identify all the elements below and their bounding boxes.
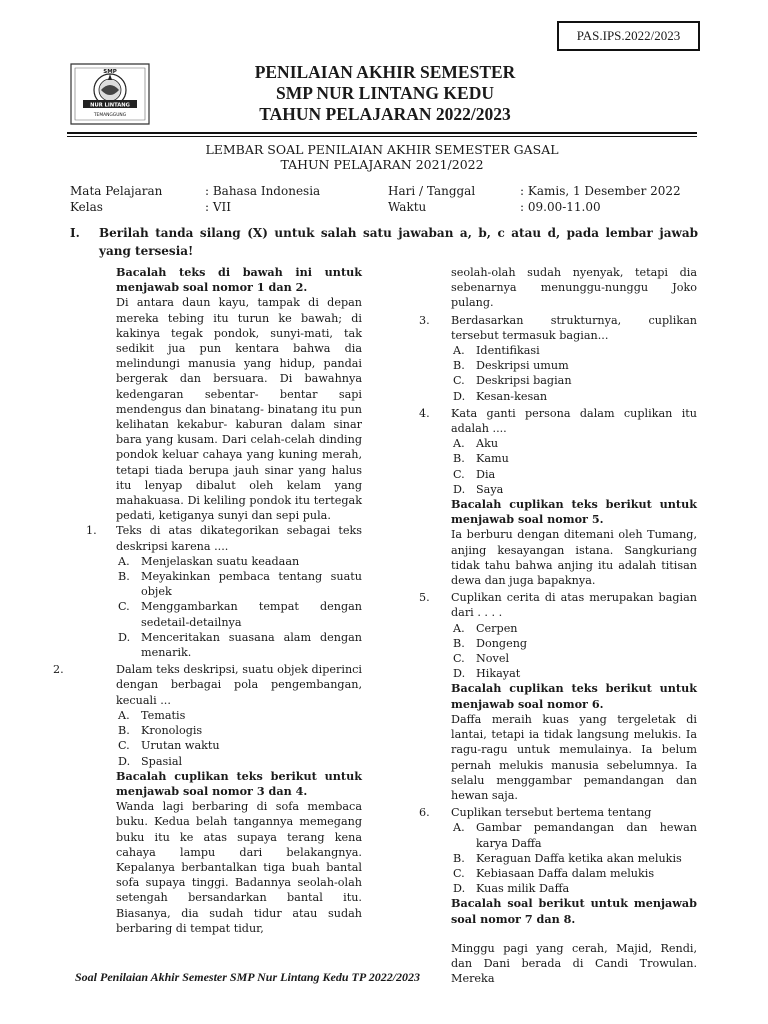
question-4 <box>419 406 697 436</box>
option-text: Hikayat <box>476 667 521 681</box>
option-letter: C. <box>118 600 130 614</box>
option-text: Kronologis <box>141 724 203 738</box>
question-text: Cuplikan cerita di atas merupakan bagian dari . . . . <box>451 591 697 620</box>
answer-option[interactable] <box>451 866 697 881</box>
info-date-label: Hari / Tanggal <box>388 184 476 198</box>
info-class-value: : VII <box>205 200 232 214</box>
reading-passage: Wanda lagi berbaring di sofa membaca buku. Kedua belah tangannya memegang buku itu ke atas supaya terang kena cahaya lampu dari belakangnya. Kepalanya berbantalkan tiga buah bantal sofa supaya tinggi. Badannya seolah-olah setengah bersandarkan bantal itu. Biasanya, dia sudah tidur atau sudah berbaring di tempat tidur, <box>116 800 362 935</box>
question-1 <box>86 523 362 553</box>
option-text: Aku <box>476 437 499 451</box>
option-text: Menjelaskan suatu keadaan <box>141 554 300 568</box>
option-text: Kamu <box>476 452 509 466</box>
option-letter: D. <box>453 667 466 681</box>
option-letter: A. <box>118 554 130 568</box>
question-3 <box>419 313 697 343</box>
school-title-line: SMP NUR LINTANG KEDU <box>276 83 494 103</box>
answer-option[interactable] <box>451 451 697 466</box>
option-letter: D. <box>453 882 466 896</box>
question-text: Kata ganti persona dalam cuplikan itu adalah .... <box>451 406 697 436</box>
info-subject-value: : Bahasa Indonesia <box>205 184 321 198</box>
answer-option[interactable] <box>451 482 697 497</box>
reading-intro: Bacalah soal berikut untuk menjawab soal nomor 7 dan 8. <box>451 896 697 926</box>
spacer <box>451 927 697 941</box>
left-column <box>53 265 362 936</box>
option-letter: B. <box>453 452 465 466</box>
logo-text-top: SMP <box>103 69 117 75</box>
answer-option[interactable] <box>451 373 697 388</box>
question-6 <box>419 805 697 820</box>
header-divider <box>67 132 697 134</box>
question-5-options <box>451 621 697 682</box>
info-date-value: : Kamis, 1 Desember 2022 <box>520 184 681 198</box>
answer-option[interactable] <box>116 754 362 769</box>
option-letter: C. <box>453 467 465 481</box>
school-title-line: TAHUN PELAJARAN 2022/2023 <box>259 104 511 124</box>
option-text: Identifikasi <box>476 344 540 358</box>
option-text: Kuas milik Daffa <box>476 882 570 896</box>
reading-passage: Ia berburu dengan ditemani oleh Tumang, anjing kesayangan istana. Sangkuriang tidak tahu bahwa anjing itu adalah titisan dewa dan juga bapaknya. <box>451 528 697 588</box>
reading-passage: Di antara daun kayu, tampak di depan mereka tebing itu turun ke bawah; di kakinya tegak pondok, sunyi-mati, tak sedikit jua pun kentara bahwa dia melindungi manusia yang hidup, pandai bergerak dan bersuara. Di bawahnya kedengaran sebentar- bentar sapi mendengus dan binatang- binatang itu pun kelihatan kekabur- kaburan dalam sinar bara yang kusam. Dari celah-celah dinding pondok keluar cahaya yang kuning merah, tetapi tiada berupa jauh sinar yang halus itu lenyap dibalut oleh kelam yang mahakuasa. Di keliling pondok itu tertegak pedati, ketiganya sunyi dan sepi pula. <box>116 296 362 523</box>
school-logo <box>67 60 153 128</box>
option-text: Spasial <box>141 754 183 768</box>
option-text: Novel <box>476 652 510 666</box>
answer-option[interactable] <box>451 636 697 651</box>
question-number: 2. <box>53 663 64 677</box>
option-letter: A. <box>118 708 130 722</box>
logo-text-bottom: TEMANGGUNG <box>93 113 127 118</box>
option-letter: C. <box>453 374 465 388</box>
sheet-title-line: LEMBAR SOAL PENILAIAN AKHIR SEMESTER GASAL <box>205 142 559 157</box>
right-column <box>419 265 697 986</box>
option-letter: B. <box>453 636 465 650</box>
option-letter: A. <box>453 437 465 451</box>
question-number: 5. <box>419 591 430 605</box>
option-text: Meyakinkan pembaca tentang suatu objek <box>141 570 362 599</box>
sheet-title <box>67 142 697 172</box>
info-subject-label: Mata Pelajaran <box>70 184 163 198</box>
option-letter: D. <box>118 754 131 768</box>
reading-intro: Bacalah cuplikan teks berikut untuk menjawab soal nomor 5. <box>451 497 697 527</box>
answer-option[interactable] <box>116 738 362 753</box>
question-2-options <box>116 708 362 769</box>
question-6-options <box>451 820 697 896</box>
school-title-line: PENILAIAN AKHIR SEMESTER <box>254 62 516 82</box>
section-number: I. <box>70 226 80 240</box>
question-number: 4. <box>419 406 430 420</box>
document-code: PAS.IPS.2022/2023 <box>557 21 700 51</box>
option-text: Kebiasaan Daffa dalam melukis <box>476 866 655 880</box>
answer-option[interactable] <box>451 851 697 866</box>
info-class-label: Kelas <box>70 200 103 214</box>
reading-passage-continued: seolah-olah sudah nyenyak, tetapi dia sebenarnya menunggu-nunggu Joko pulang. <box>451 266 697 310</box>
option-letter: A. <box>453 344 465 358</box>
question-5 <box>419 590 697 620</box>
answer-option[interactable] <box>451 820 697 850</box>
answer-option[interactable] <box>116 599 362 629</box>
question-text: Dalam teks deskripsi, suatu objek diperinci dengan berbagai pola pengembangan, kecuali ... <box>116 663 362 707</box>
reading-passage: Minggu pagi yang cerah, Majid, Rendi, dan Dani berada di Candi Trowulan. Mereka <box>451 941 697 986</box>
logo-text-band: NUR LINTANG <box>90 102 130 109</box>
answer-option[interactable] <box>116 569 362 599</box>
option-text: Dongeng <box>476 636 528 650</box>
option-letter: C. <box>453 866 465 880</box>
question-1-options <box>116 554 362 660</box>
answer-option[interactable] <box>451 358 697 373</box>
option-text: Tematis <box>141 708 186 722</box>
answer-option[interactable] <box>451 621 697 636</box>
question-2 <box>53 662 362 708</box>
question-number: 6. <box>419 806 430 820</box>
option-text: Menceritakan suasana alam dengan menarik. <box>141 630 362 660</box>
option-letter: A. <box>453 621 465 635</box>
question-3-options <box>451 343 697 404</box>
option-letter: B. <box>453 359 465 373</box>
answer-option[interactable] <box>116 554 362 569</box>
answer-option[interactable] <box>451 467 697 482</box>
option-text: Kesan-kesan <box>476 389 548 403</box>
option-letter: D. <box>453 482 466 496</box>
answer-option[interactable] <box>116 630 362 660</box>
question-4-options <box>451 436 697 497</box>
option-text: Dia <box>476 467 496 481</box>
answer-option[interactable] <box>451 651 697 666</box>
option-text: Cerpen <box>476 621 518 635</box>
answer-option[interactable] <box>451 343 697 358</box>
info-time-value: : 09.00-11.00 <box>520 200 601 214</box>
reading-passage: Daffa meraih kuas yang tergeletak di lantai, tetapi ia tidak langsung melukis. Ia ragu-ragu untuk memulainya. Ia belum pernah melukis manusia sebelumnya. Ia selalu menggambar pemandangan dan hewan saja. <box>451 712 697 802</box>
option-letter: B. <box>453 851 465 865</box>
school-title <box>160 62 610 125</box>
section-instruction-text: Berilah tanda silang (X) untuk salah satu jawaban a, b, c atau d, pada lembar jawab yang tersesia! <box>99 226 698 258</box>
option-text: Menggambarkan tempat dengan sedetail-detailnya <box>141 600 362 629</box>
answer-option[interactable] <box>451 881 697 896</box>
answer-option[interactable] <box>116 723 362 738</box>
option-text: Keraguan Daffa ketika akan melukis <box>476 851 682 865</box>
reading-intro: Bacalah cuplikan teks berikut untuk menjawab soal nomor 3 dan 4. <box>116 768 362 798</box>
option-letter: B. <box>118 570 130 584</box>
header-divider-thin <box>67 136 697 137</box>
option-letter: A. <box>453 821 465 835</box>
reading-intro: Bacalah cuplikan teks berikut untuk menjawab soal nomor 6. <box>451 681 697 711</box>
option-letter: B. <box>118 724 130 738</box>
page-footer: Soal Penilaian Akhir Semester SMP Nur Lintang Kedu TP 2022/2023 <box>75 970 421 984</box>
answer-option[interactable] <box>451 666 697 681</box>
option-text: Deskripsi umum <box>476 359 569 373</box>
option-text: Saya <box>476 482 504 496</box>
option-text: Gambar pemandangan dan hewan karya Daffa <box>476 821 697 850</box>
question-text: Teks di atas dikategorikan sebagai teks deskripsi karena .... <box>116 524 362 553</box>
info-time-label: Waktu <box>388 200 427 214</box>
answer-option[interactable] <box>116 708 362 723</box>
option-text: Urutan waktu <box>141 739 220 753</box>
question-number: 1. <box>86 524 97 538</box>
option-letter: D. <box>118 630 131 644</box>
option-letter: D. <box>453 389 466 403</box>
sheet-title-line: TAHUN PELAJARAN 2021/2022 <box>280 157 484 172</box>
answer-option[interactable] <box>451 389 697 404</box>
answer-option[interactable] <box>451 436 697 451</box>
question-text: Cuplikan tersebut bertema tentang <box>451 806 652 820</box>
question-text: Berdasarkan strukturnya, cuplikan tersebut termasuk bagian... <box>451 313 697 342</box>
option-letter: C. <box>118 739 130 753</box>
option-text: Deskripsi bagian <box>476 374 572 388</box>
reading-intro: Bacalah teks di bawah ini untuk menjawab soal nomor 1 dan 2. <box>116 265 362 295</box>
question-number: 3. <box>419 313 430 327</box>
option-letter: C. <box>453 652 465 666</box>
